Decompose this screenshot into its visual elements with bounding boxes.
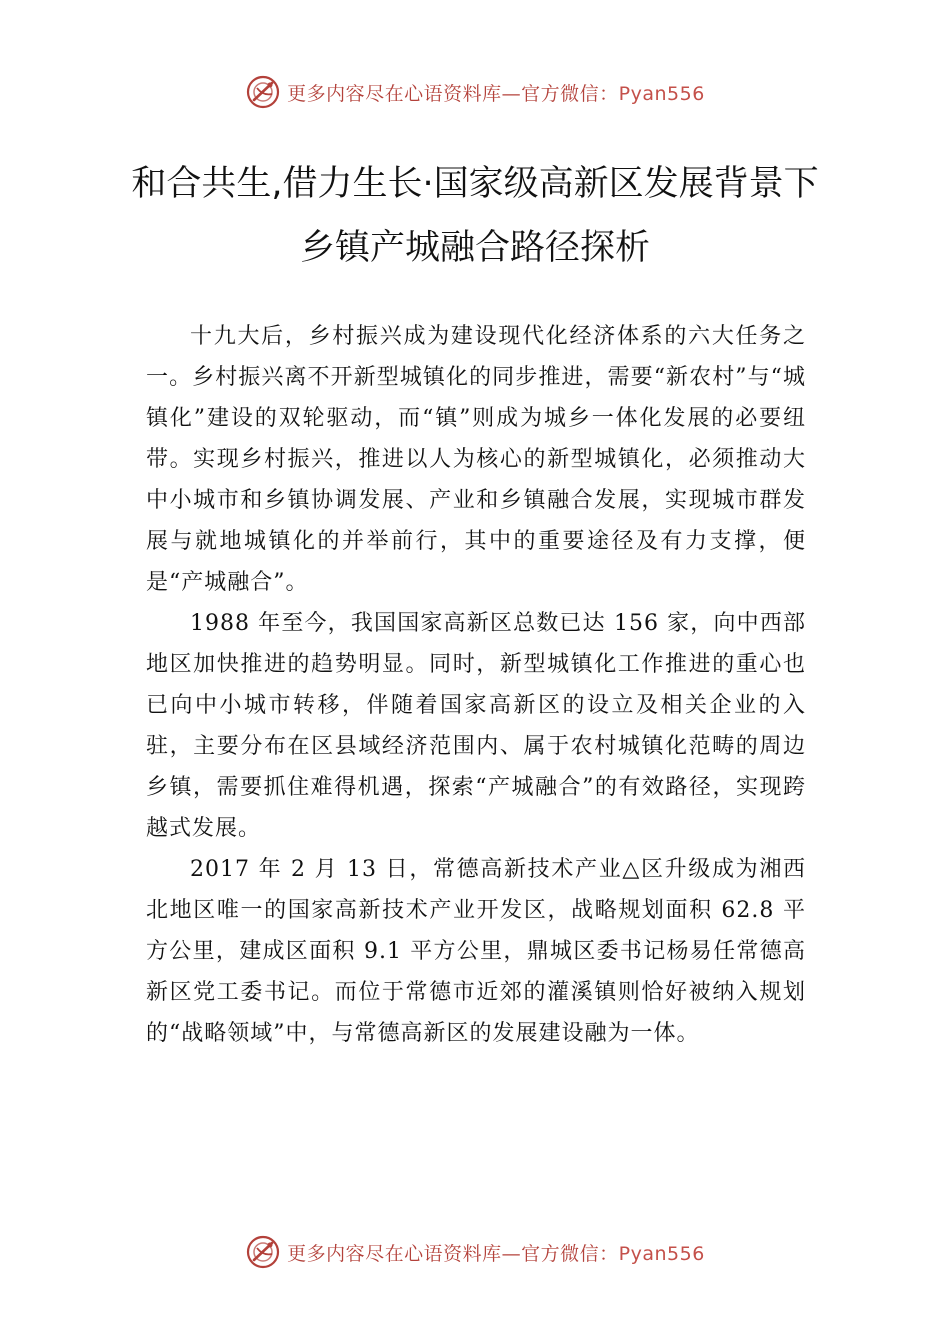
wechat-handle: Pyan556 <box>618 82 705 105</box>
footer-banner <box>0 1230 950 1274</box>
paragraph-3: 2017 年 2 月 13 日，常德高新技术产业△区升级成为湘西北地区唯一的国家高新技术产业开发区，战略规划面积 62.8 平方公里，建成区面积 9.1 平方公里，鼎城区委书记杨易任常德高新区党工委书记。而位于常德市近郊的灌溪镇则恰好被纳入规划的“战略领域”中，与常德高新区的发展建设融为一体。 <box>146 857 806 1046</box>
paragraph-1: 十九大后，乡村振兴成为建设现代化经济体系的六大任务之一。乡村振兴离不开新型城镇化的同步推进，需要“新农村”与“城镇化”建设的双轮驱动，而“镇”则成为城乡一体化发展的必要纽带。实现乡村振兴，推进以人为核心的新型城镇化，必须推动大中小城市和乡镇协调发展、产业和乡镇融合发展，实现城市群发展与就地城镇化的并举前行，其中的重要途径及有力支撑，便是“产城融合”。 <box>146 324 806 595</box>
article-body <box>146 316 806 1054</box>
banner-text: 更多内容尽在心语资料库—官方微信： <box>287 1242 619 1265</box>
header-banner <box>0 70 950 114</box>
banner-text: 更多内容尽在心语资料库—官方微信： <box>287 82 619 105</box>
page-title: 和合共生,借力生长·国家级高新区发展背景下乡镇产城融合路径探析 <box>131 164 819 268</box>
logo-icon <box>245 74 281 110</box>
paragraph-2: 1988 年至今，我国国家高新区总数已达 156 家，向中西部地区加快推进的趋势明显。同时，新型城镇化工作推进的重心也已向中小城市转移，伴随着国家高新区的设立及相关企业的入驻，主要分布在区县域经济范围内、属于农村城镇化范畴的周边乡镇，需要抓住难得机遇，探索“产城融合”的有效路径，实现跨越式发展。 <box>146 611 806 841</box>
logo-icon <box>245 1234 281 1270</box>
wechat-handle: Pyan556 <box>618 1242 705 1265</box>
